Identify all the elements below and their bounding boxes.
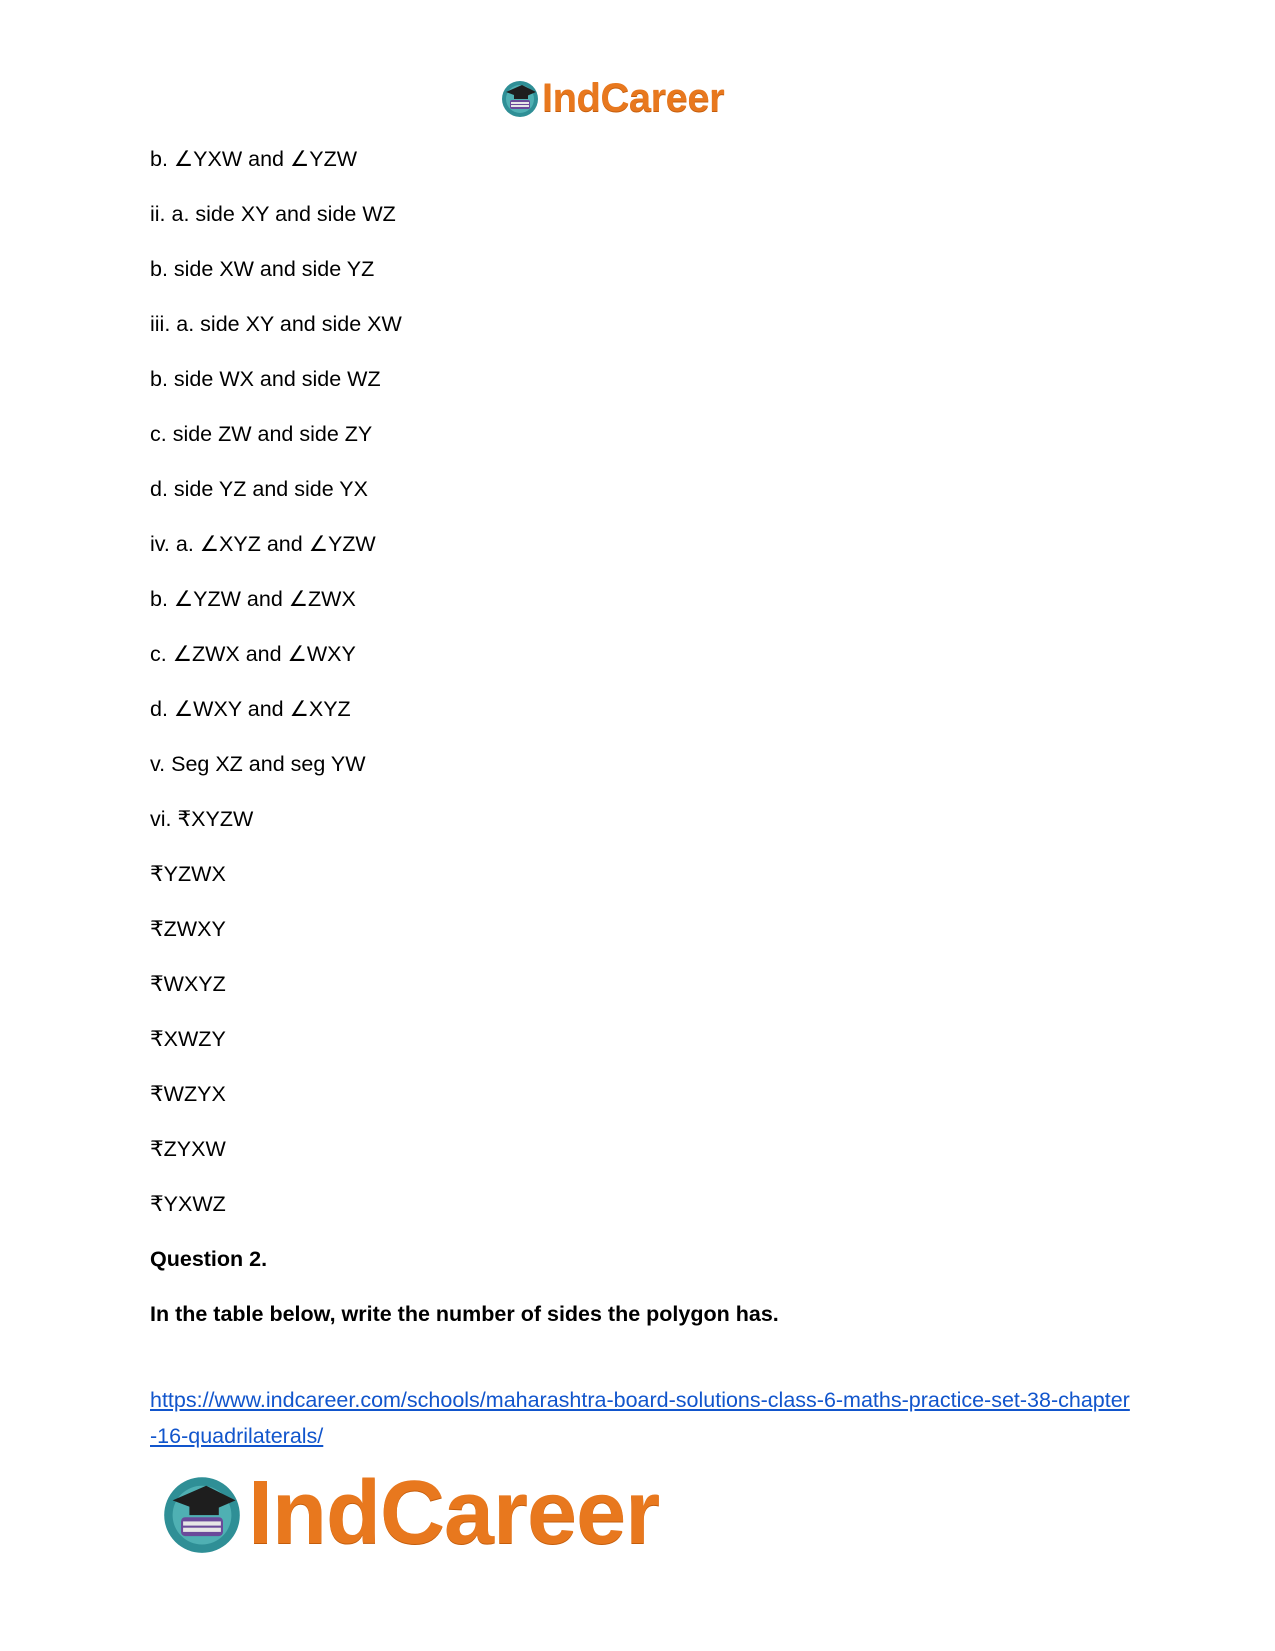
answer-line: ₹ZWXY [150, 917, 226, 941]
answer-line: iii. a. side XY and side XW [150, 312, 402, 336]
source-link[interactable]: https://www.indcareer.com/schools/maharashtra-board-solutions-class-6-maths-practice-set-38-chapter-16-quadrilaterals/ [150, 1388, 1130, 1448]
answer-line: b. ∠YXW and ∠YZW [150, 147, 358, 171]
graduation-book-icon [500, 78, 540, 118]
question-text: In the table below, write the number of sides the polygon has. [150, 1302, 779, 1326]
answer-line: ₹WXYZ [150, 972, 226, 996]
answer-line: d. side YZ and side YX [150, 477, 368, 501]
logo-text: IndCareer [248, 1463, 660, 1563]
graduation-book-icon [160, 1471, 244, 1555]
logo-text: IndCareer [542, 76, 725, 120]
question-title: Question 2. [150, 1247, 268, 1271]
answer-line: vi. ₹XYZW [150, 807, 254, 831]
answer-line: ₹YXWZ [150, 1192, 226, 1216]
answer-line: ₹WZYX [150, 1082, 226, 1106]
answer-line: d. ∠WXY and ∠XYZ [150, 697, 351, 721]
answer-line: iv. a. ∠XYZ and ∠YZW [150, 532, 376, 556]
answer-line: ₹XWZY [150, 1027, 226, 1051]
answer-line: ii. a. side XY and side WZ [150, 202, 396, 226]
footer-logo [160, 1463, 660, 1563]
answer-list [150, 146, 1150, 1356]
answer-line: ₹ZYXW [150, 1137, 226, 1161]
answer-line: v. Seg XZ and seg YW [150, 752, 366, 776]
answer-line: c. side ZW and side ZY [150, 422, 373, 446]
answer-line: c. ∠ZWX and ∠WXY [150, 642, 356, 666]
answer-line: b. side WX and side WZ [150, 367, 381, 391]
answer-line: b. side XW and side YZ [150, 257, 375, 281]
header-logo [500, 78, 724, 118]
answer-line: b. ∠YZW and ∠ZWX [150, 587, 356, 611]
answer-line: ₹YZWX [150, 862, 226, 886]
